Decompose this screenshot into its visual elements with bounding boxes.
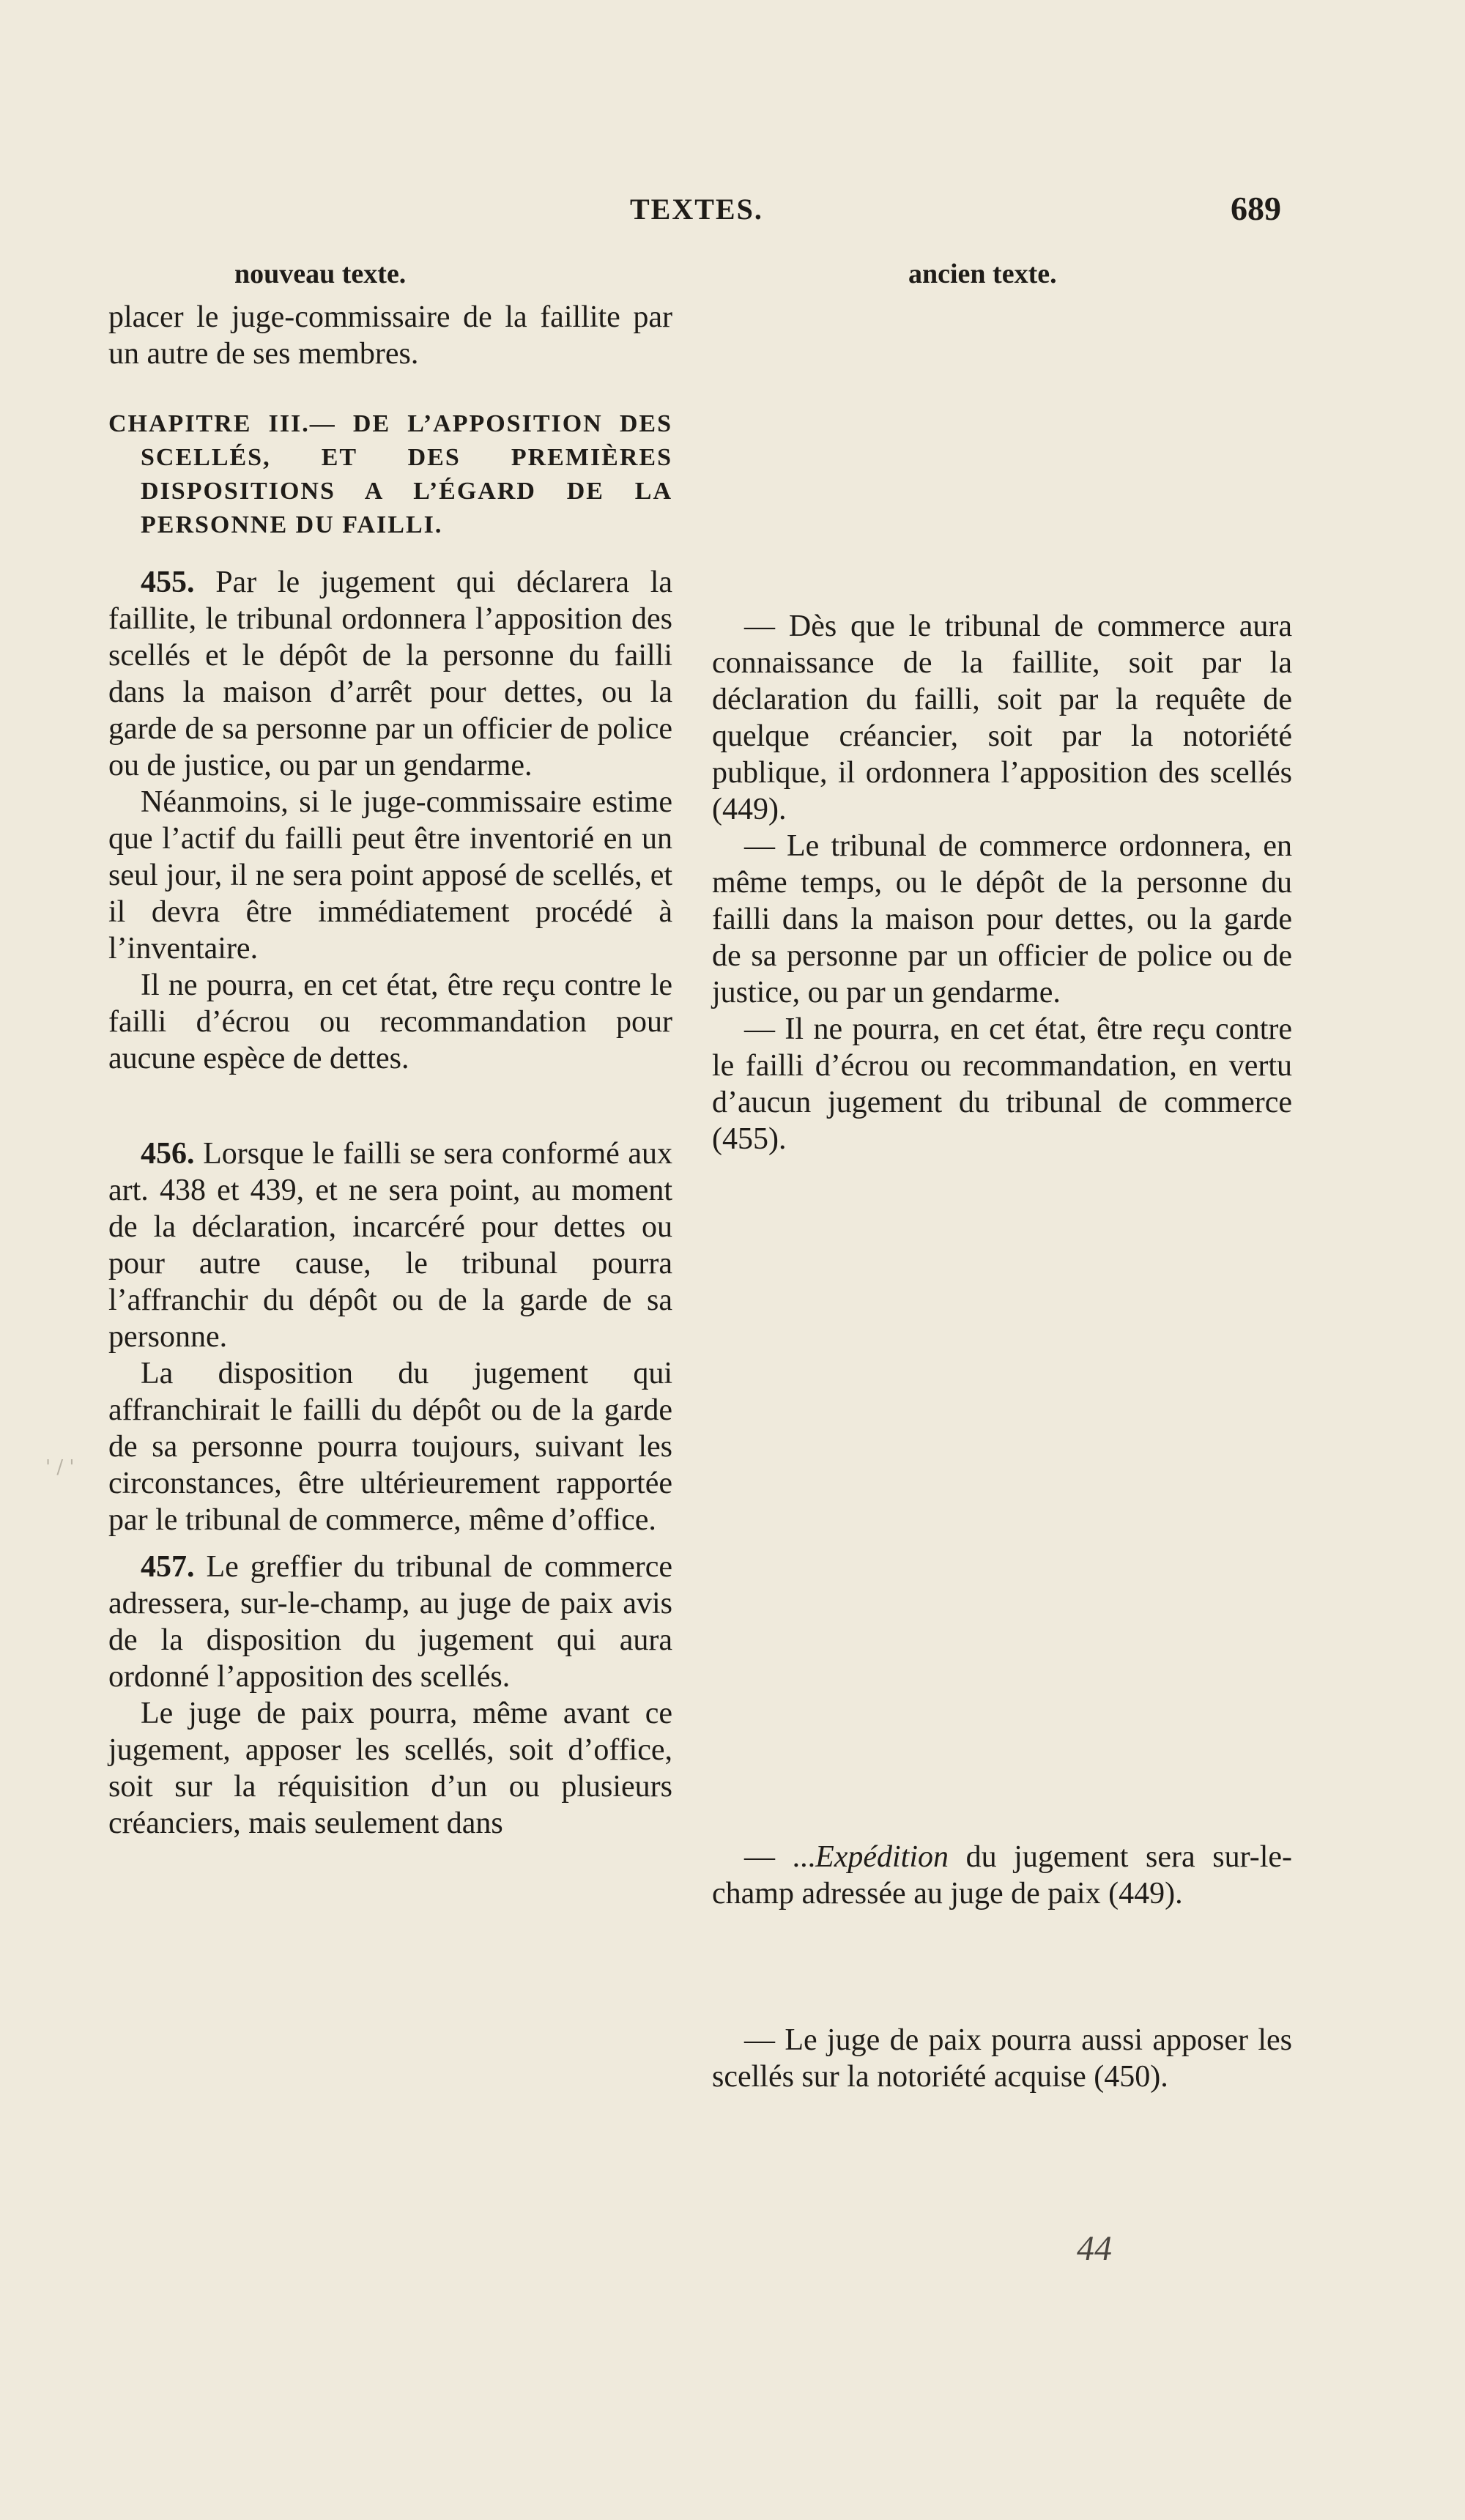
ancien-para-1: — Dès que le tribunal de commerce aura connaissance de la faillite, soit par la déclaration du failli, soit par la requête de quelque créancier, soit par la notoriété publique, il ordonnera l’apposition des scellés (449). bbox=[712, 609, 1292, 826]
margin-marks: ' / ' bbox=[45, 1456, 75, 1478]
expedition-word: Expédition bbox=[815, 1840, 949, 1874]
intro-paragraph: placer le juge-commissaire de la faillite par un autre de ses membres. bbox=[108, 300, 672, 371]
left-column-heading: nouveau texte. bbox=[234, 259, 407, 289]
ancien-para-2: — Le tribunal de commerce ordonnera, en même temps, ou le dépôt de la personne du failli dans la maison pour dettes, ou la garde de sa personne par un officier de police ou de justice, ou par un gendarme. bbox=[712, 829, 1292, 1009]
article-455-para-2: Néanmoins, si le juge-commissaire estime que l’actif du failli peut être inventorié en un seul jour, il ne sera point apposé de scellés, et il devra être immédiatement procédé à l’inventaire. bbox=[108, 785, 672, 966]
right-column-heading: ancien texte. bbox=[908, 259, 1057, 289]
signature-mark: 44 bbox=[1077, 2229, 1112, 2268]
article-456-para-1: 456. Lorsque le failli se sera conformé aux art. 438 et 439, et ne sera point, au moment de la déclaration, incarcéré pour dettes ou pour autre cause, le tribunal pourra l’affranchir du dépôt ou de la garde de sa personne. bbox=[108, 1137, 672, 1354]
article-455-number: 455. bbox=[141, 566, 195, 599]
article-456-para-2: La disposition du jugement qui affranchirait le failli du dépôt ou de la garde de sa personne pourra toujours, suivant les circonstances, être ultérieurement rapportée par le tribunal de commerce, même d’office. bbox=[108, 1357, 672, 1537]
page-number: 689 bbox=[1231, 190, 1281, 227]
article-457-para-2: Le juge de paix pourra, même avant ce jugement, apposer les scellés, soit d’office, soit sur la réquisition d’un ou plusieurs créanciers, mais seulement dans bbox=[108, 1697, 672, 1840]
article-457-number: 457. bbox=[141, 1550, 195, 1584]
article-456-number: 456. bbox=[141, 1137, 195, 1171]
chapter-heading: CHAPITRE III.— DE L’APPOSITION DES SCELLÉS, ET DES PREMIÈRES DISPOSITIONS A L’ÉGARD DE LA PERSONNE DU FAILLI. bbox=[108, 410, 672, 538]
right-column-upper bbox=[712, 608, 1292, 1157]
ancien-para-3: — Il ne pourra, en cet état, être reçu contre le failli d’écrou ou recommandation, en vertu d’aucun jugement du tribunal de commerce (455). bbox=[712, 1012, 1292, 1156]
page-header bbox=[0, 192, 1465, 236]
running-head: TEXTES. bbox=[630, 193, 763, 226]
ancien-para-5: — Le juge de paix pourra aussi apposer les scellés sur la notoriété acquise (450). bbox=[712, 2023, 1292, 2094]
article-455-para-3: Il ne pourra, en cet état, être reçu contre le failli d’écrou ou recommandation pour aucune espèce de dettes. bbox=[108, 968, 672, 1075]
ancien-para-4: — ...Expédition du jugement sera sur-le-champ adressée au juge de paix (449). bbox=[712, 1840, 1292, 1911]
article-455-para-1: 455. Par le jugement qui déclarera la faillite, le tribunal ordonnera l’apposition des scellés et le dépôt de la personne du failli dans la maison d’arrêt pour dettes, ou la garde de sa personne par un officier de police ou de justice, ou par un gendarme. bbox=[108, 566, 673, 782]
article-457-para-1: 457. Le greffier du tribunal de commerce adressera, sur-le-champ, au juge de paix avis de la disposition du jugement qui aura ordonné l’apposition des scellés. bbox=[108, 1550, 672, 1694]
left-column bbox=[108, 299, 672, 1842]
